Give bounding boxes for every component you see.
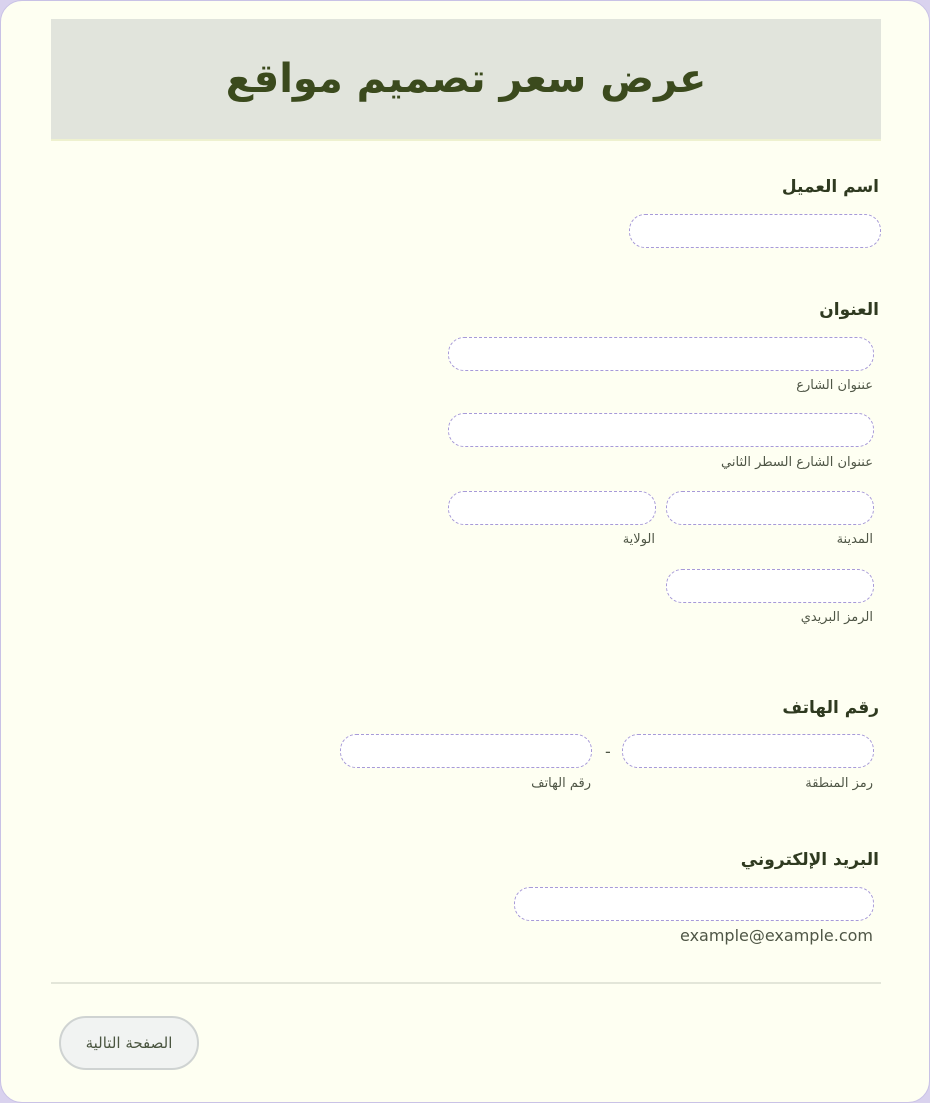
form-title: عرض سعر تصميم مواقع <box>225 56 707 102</box>
area-code-sublabel: رمز المنطقة <box>805 776 873 791</box>
city-sublabel: المدينة <box>836 532 873 547</box>
city-input[interactable] <box>666 491 874 525</box>
phone-number-sublabel: رقم الهاتف <box>531 776 591 791</box>
address-label: العنوان <box>819 300 879 320</box>
customer-name-label: اسم العميل <box>781 177 879 197</box>
next-page-button[interactable]: الصفحة التالية <box>59 1016 199 1070</box>
street-address-input[interactable] <box>448 337 874 371</box>
form-header <box>51 19 881 141</box>
area-code-input[interactable] <box>622 734 874 768</box>
email-input[interactable] <box>514 887 874 921</box>
street-address-line2-input[interactable] <box>448 413 874 447</box>
street-address-sublabel: عننوان الشارع <box>796 378 873 393</box>
phone-label: رقم الهاتف <box>782 698 879 718</box>
zip-code-input[interactable] <box>666 569 874 603</box>
email-hint: example@example.com <box>680 926 873 945</box>
phone-number-input[interactable] <box>340 734 592 768</box>
street-address-line2-sublabel: عننوان الشارع السطر الثاني <box>721 455 873 470</box>
email-label: البريد الإلكتروني <box>740 850 879 870</box>
zip-code-sublabel: الرمز البريدي <box>800 610 873 625</box>
divider <box>51 982 881 984</box>
customer-name-input[interactable] <box>629 214 881 248</box>
phone-separator: - <box>605 742 611 761</box>
state-input[interactable] <box>448 491 656 525</box>
state-sublabel: الولاية <box>622 532 655 547</box>
